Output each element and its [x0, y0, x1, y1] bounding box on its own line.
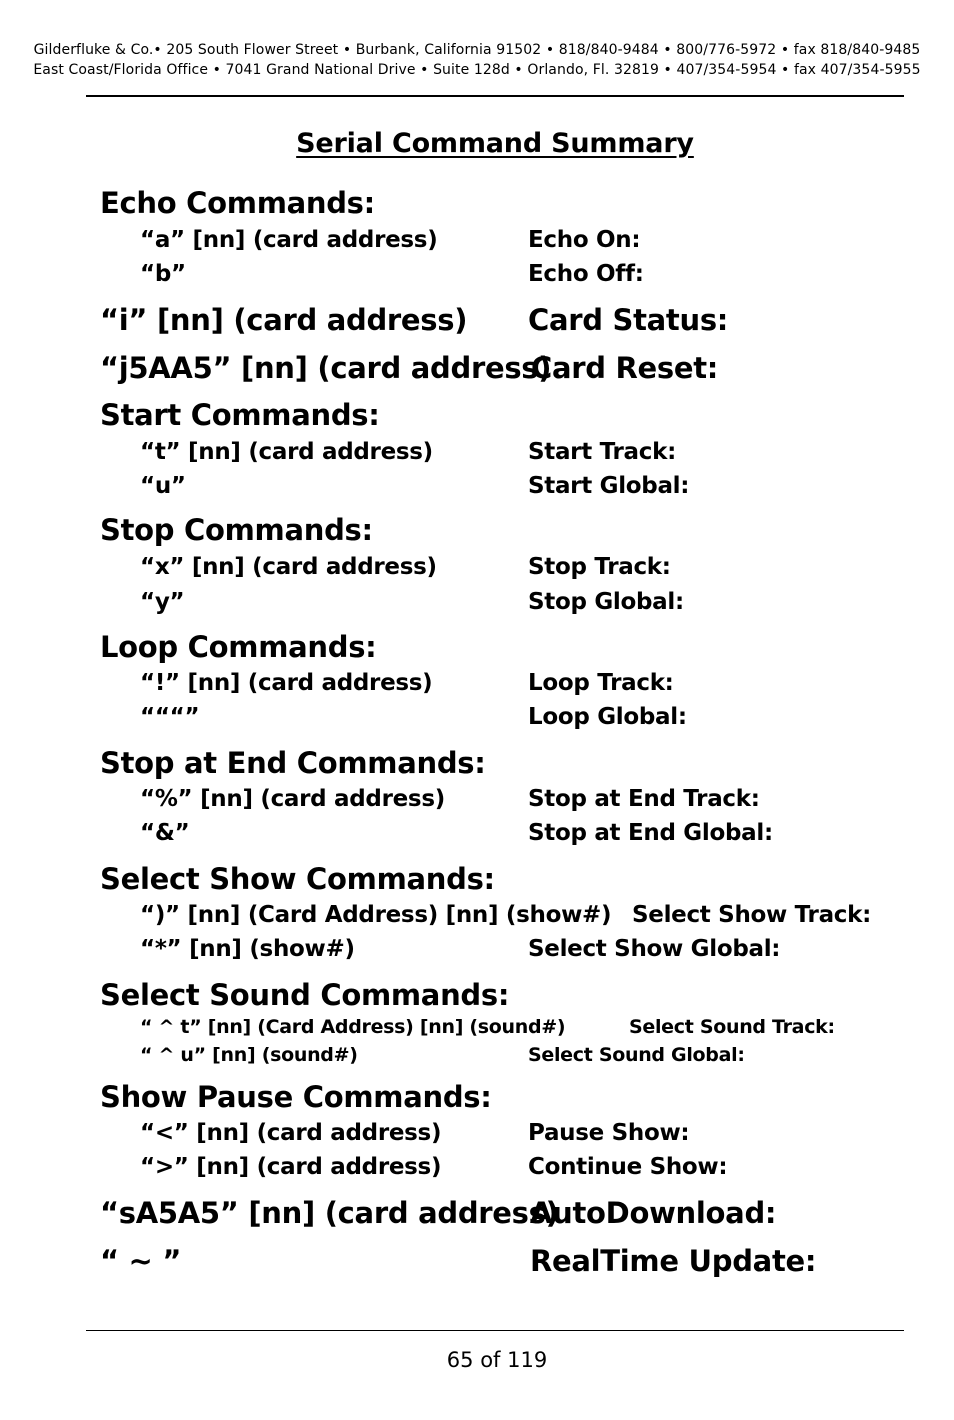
loop-track-command: “!” [nn] (card address) [140, 670, 433, 696]
select-sound-track-label: Select Sound Track: [629, 1016, 835, 1038]
start-heading: Start Commands: [100, 398, 380, 432]
stop-track-label: Stop Track: [528, 554, 671, 580]
echo-off-command: “b” [140, 261, 186, 287]
autodownload-command: “sA5A5” [nn] (card address) [100, 1196, 559, 1230]
select-sound-global-command: “ ^ u” [nn] (sound#) [140, 1044, 358, 1066]
stop-at-end-heading: Stop at End Commands: [100, 746, 486, 780]
loop-track-label: Loop Track: [528, 670, 674, 696]
header-divider [86, 95, 904, 97]
loop-global-command: “““” [140, 704, 200, 730]
stop-at-end-global-label: Stop at End Global: [528, 820, 773, 846]
page-number: 65 of 119 [446, 1348, 548, 1372]
realtime-label: RealTime Update: [530, 1244, 817, 1278]
stop-at-end-global-command: “&” [140, 820, 190, 846]
realtime-command: “ ~ ” [100, 1244, 182, 1278]
select-show-global-command: “*” [nn] (show#) [140, 936, 355, 962]
stop-track-command: “x” [nn] (card address) [140, 554, 437, 580]
start-track-label: Start Track: [528, 439, 676, 465]
card-reset-label: Card Reset: [531, 351, 719, 385]
loop-heading: Loop Commands: [100, 630, 377, 664]
start-global-command: “u” [140, 473, 186, 499]
echo-off-label: Echo Off: [528, 261, 644, 287]
letterhead-line-2: East Coast/Florida Office • 7041 Grand National Drive • Suite 128d • Orlando, Fl. 32819 • 407/354-5954 • fax 407/354-5955 [33, 62, 921, 78]
select-show-heading: Select Show Commands: [100, 862, 495, 896]
echo-on-command: “a” [nn] (card address) [140, 227, 438, 253]
select-show-global-label: Select Show Global: [528, 936, 781, 962]
pause-show-command: “<” [nn] (card address) [140, 1120, 442, 1146]
stop-global-command: “y” [140, 589, 185, 615]
stop-heading: Stop Commands: [100, 513, 373, 547]
select-sound-global-label: Select Sound Global: [528, 1044, 745, 1066]
continue-show-label: Continue Show: [528, 1154, 728, 1180]
echo-on-label: Echo On: [528, 227, 641, 253]
page-title: Serial Command Summary [296, 128, 694, 159]
show-pause-heading: Show Pause Commands: [100, 1080, 492, 1114]
card-status-label: Card Status: [528, 303, 729, 337]
echo-heading: Echo Commands: [100, 186, 375, 220]
start-track-command: “t” [nn] (card address) [140, 439, 433, 465]
letterhead-line-1: Gilderfluke & Co.• 205 South Flower Street • Burbank, California 91502 • 818/840-9484 • 800/776-5972 • fax 818/840-9485 [33, 42, 921, 58]
pause-show-label: Pause Show: [528, 1120, 690, 1146]
select-show-track-label: Select Show Track: [632, 902, 872, 928]
select-show-track-command: “)” [nn] (Card Address) [nn] (show#) [140, 902, 612, 928]
stop-at-end-track-command: “%” [nn] (card address) [140, 786, 445, 812]
stop-global-label: Stop Global: [528, 589, 684, 615]
select-sound-heading: Select Sound Commands: [100, 978, 510, 1012]
continue-show-command: “>” [nn] (card address) [140, 1154, 442, 1180]
card-status-command: “i” [nn] (card address) [100, 303, 468, 337]
card-reset-command: “j5AA5” [nn] (card address) [100, 351, 552, 385]
start-global-label: Start Global: [528, 473, 690, 499]
autodownload-label: AutoDownload: [530, 1196, 777, 1230]
select-sound-track-command: “ ^ t” [nn] (Card Address) [nn] (sound#) [140, 1016, 566, 1038]
loop-global-label: Loop Global: [528, 704, 687, 730]
letterhead [0, 40, 954, 80]
footer-divider [86, 1330, 904, 1331]
stop-at-end-track-label: Stop at End Track: [528, 786, 760, 812]
